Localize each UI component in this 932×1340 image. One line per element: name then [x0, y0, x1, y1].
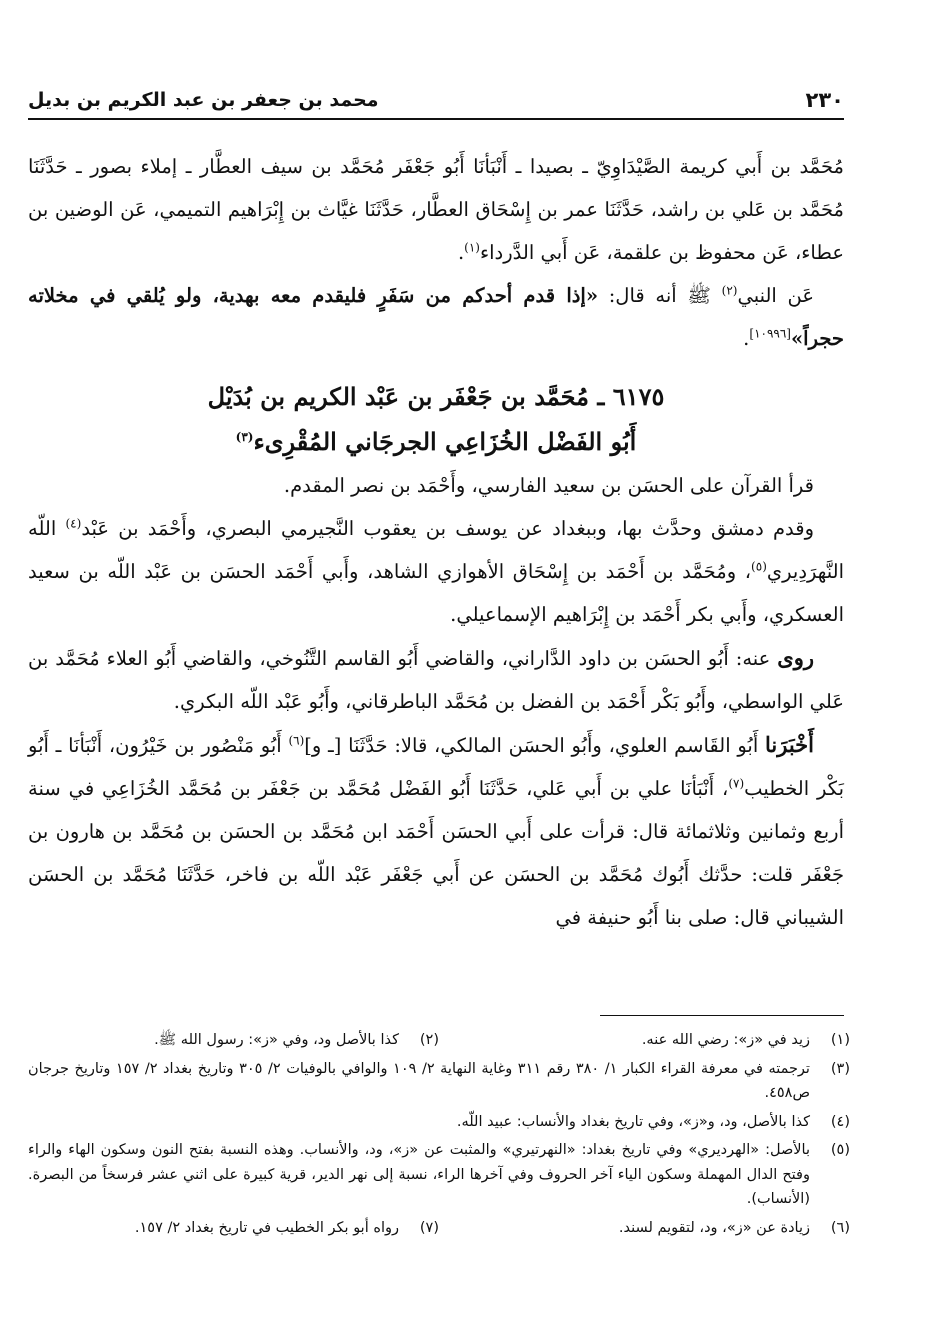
paragraph-narration: [28, 723, 844, 939]
paragraph-text: ، أَنْبَأنَا علي بن أَبي عَلي، حَدَّثَنَا أَبُو الفَضْل مُحَمَّد بن جَعْفَر بن مُحَمَّد الخُزَاعِي في سنة أربع وثمانين وثلاثمائة قال: قرأت على أَبي الحسَن أَحْمَد ابن مُحَمَّد بن الحسَن بن مُحَمَّد بن هارون بن جَعْفَر قلت: حدَّثك أَبُوك مُحَمَّد بن الحسَن عن أَبي جَعْفَر عَبْد اللّه بن فاخر، حَدَّثَنَا مُحَمَّد بن الحسَن الشيباني قال: صلى بنا أَبُو حنيفة في: [28, 777, 844, 929]
footnote-5: [28, 1138, 850, 1212]
footnote-text: ترجمته في معرفة القراء الكبار ١/ ٣٨٠ رقم ٣١١ وغاية النهاية ٢/ ١٠٩ والوافي بالوفيات ٢/ ٣٠٥ وتاريخ بغداد ٢/ ١٥٧ وتاريخ جرجان ص٤٥٨.: [28, 1060, 810, 1101]
running-title: محمد بن جعفر بن عبد الكريم بن بديل: [28, 89, 379, 111]
footnote-separator: [600, 1015, 844, 1016]
footnote-6: [439, 1216, 850, 1241]
paragraph-quran-reading: قرأ القرآن على الحسَن بن سعيد الفارسي، وأَحْمَد بن نصر المقدم.: [283, 474, 814, 497]
footnote-ref: (٢): [721, 283, 738, 298]
header-rule: [28, 118, 844, 120]
footnote-ref: (٣): [235, 430, 254, 444]
paragraph-text: مُحَمَّد بن أَبي كريمة الصَّيْدَاوِيّ ـ بصيدا ـ أَنْبَأنَا أَبُو جَعْفَر مُحَمَّد بن سيف العطَّار ـ إملاء بصور ـ حَدَّثَنَا مُحَمَّد بن عَلي بن راشد، حَدَّثَنَا عمر بن إِسْحَاق العطَّار، حَدَّثَنَا غيَّاث بن إِبْرَاهيم التميمي، عَن الوضين بن عطاء، عَن محفوظ بن علقمة، عَن أَبي الدَّرداء: [28, 155, 844, 264]
main-text: [28, 145, 844, 939]
keyword-rawa: روى: [777, 645, 814, 670]
paragraph-teachers: [28, 507, 844, 636]
paragraph-text: ، ومُحَمَّد بن أَحْمَد بن إِسْحَاق الأهوازي الشاهد، وأَبي أَحْمَد الحسَن بن عَبْد اللّه بن سعيد العسكري، وأَبي بكر أَحْمَد بن إِبْرَاهيم الإسماعيلي.: [28, 560, 844, 626]
honorific-glyph: ﷺ: [687, 284, 711, 307]
paragraph-text: عنه: أَبُو الحسَن بن داود الدَّاراني، والقاضي أَبُو القاسم التَّنُوخي، والقاضي أَبُو العلاء مُحَمَّد بن عَلي الواسطي، وأَبُو بَكْر أَحْمَد بن الفضل بن مُحَمَّد الباطرقاني، وأَبُو عَبْد اللّه البكري.: [28, 647, 844, 713]
footnote-number: (١): [830, 1032, 850, 1048]
paragraph-text: اللّه النَّهرَدِيري: [28, 517, 844, 583]
footnote-4: [28, 1110, 850, 1135]
footnote-number: (٤): [830, 1113, 850, 1130]
entry-title-line2: أَبُو الفَضْل الخُزَاعِي الجرجَاني المُقْرِىء: [253, 427, 637, 456]
footnote-text: كذا بالأصل، ود، و«ز»، وفي تاريخ بغداد والأنساب: عبيد اللّه.: [456, 1113, 810, 1130]
entry-title-line1: ٦١٧٥ ـ مُحَمَّد بن جَعْفَر بن عَبْد الكريم بن بُدَيْل: [207, 382, 665, 411]
paragraph-students: [28, 636, 844, 723]
hadith-number: [١٠٩٩٦]: [749, 326, 791, 341]
footnote-ref: (٧): [728, 776, 745, 791]
footnote-text: زيادة عن «ز»، ود، لتقويم لسند.: [618, 1219, 810, 1236]
paragraph-text: أَبُو مَنْصُور بن خَيْرُون، أَنْبَأنَا ـ أَبُو بَكْر الخطيب: [28, 734, 844, 800]
footnote-number: (٥): [830, 1142, 850, 1158]
footnote-2: [28, 1028, 439, 1053]
footnote-ref: (٦): [288, 733, 305, 748]
footnotes: [28, 1028, 850, 1244]
footnote-number: (٧): [419, 1219, 439, 1236]
footnote-text: رواه أبو بكر الخطيب في تاريخ بغداد ٢/ ١٥٧.: [134, 1219, 399, 1236]
entry-title: [28, 374, 844, 464]
footnote-ref: (٥): [751, 559, 767, 574]
hadith-text: «إذا قدم أحدكم من سَفَرٍ فليقدم معه بهدية، ولو يُلقي في مخلاته حجراً»: [28, 284, 844, 350]
footnote-text: كذا بالأصل ود، وفي «ز»: رسول الله ﷺ.: [154, 1032, 399, 1048]
footnote-row: [28, 1028, 850, 1053]
footnote-ref: (٤): [65, 516, 82, 531]
footnote-3: [28, 1057, 850, 1106]
footnote-number: (٣): [830, 1060, 850, 1077]
footnote-text: بالأصل: «الهرديري» وفي تاريخ بغداد: «النهرتيري» والمثبت عن «ز»، ود، والأنساب. وهذه النسبة بفتح النون وسكون الهاء والراء وفتح الدال المهملة وسكون الياء آخر الحروف وفي آخرها الراء، نسبة إلى نهر الدير، قرية كبيرة على اثني عشر فرسخاً من البصرة. (الأنساب).: [28, 1142, 810, 1207]
footnote-row: [28, 1216, 850, 1241]
paragraph-text: وقدم دمشق وحدَّث بها، وببغداد عن يوسف بن يعقوب النَّجيرمي البصري، وأَحْمَد بن عَبْد: [81, 517, 815, 540]
footnote-text: زيد في «ز»: رضي الله عنه.: [641, 1032, 810, 1048]
paragraph-text: أَبُو القَاسم العلوي، وأَبُو الحسَن المالكي، قالا: حَدَّثَنَا [ـ و]: [304, 734, 766, 757]
keyword-akhbarana: أَخْبَرَنا: [765, 732, 814, 757]
page-number: ٢٣٠: [805, 88, 844, 112]
footnote-7: [28, 1216, 439, 1241]
paragraph-text: عَن النبي: [737, 284, 815, 307]
punctuation: .: [743, 327, 750, 350]
page-header: [28, 82, 844, 118]
footnote-number: (٢): [419, 1032, 439, 1048]
footnote-1: [439, 1028, 850, 1053]
paragraph-text: أنه قال:: [598, 284, 688, 307]
paragraph-hadith: [28, 274, 844, 360]
footnote-ref: (١): [464, 240, 480, 255]
footnote-number: (٦): [830, 1219, 850, 1236]
punctuation: .: [457, 241, 465, 264]
paragraph-isnad: [28, 145, 844, 274]
